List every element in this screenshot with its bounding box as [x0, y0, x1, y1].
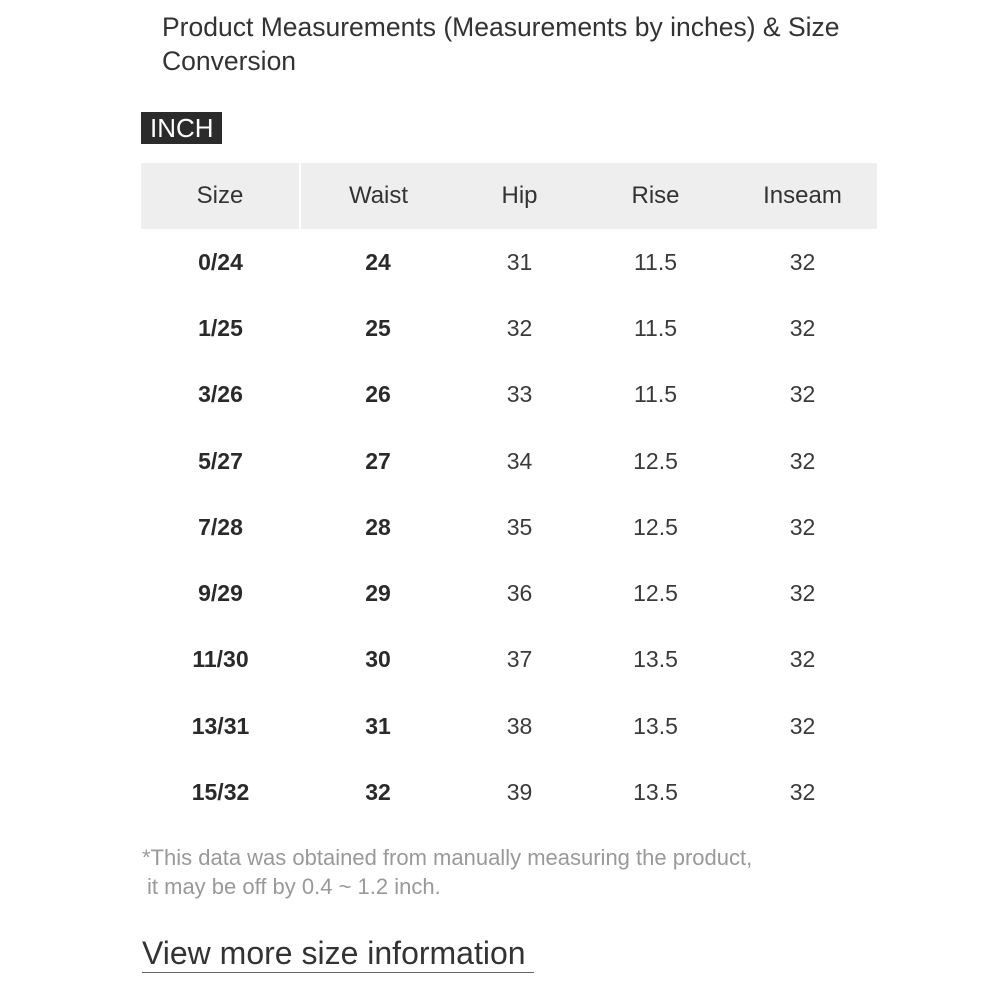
header-waist: Waist [300, 163, 456, 229]
cell-rise: 11.5 [633, 314, 678, 341]
table-row [141, 759, 877, 825]
cell-hip: 35 [506, 513, 533, 540]
page-title: Product Measurements (Measurements by inches) & Size Conversion [162, 12, 840, 76]
cell-rise: 12.5 [633, 513, 678, 540]
disclaimer-line-2: it may be off by 0.4 ~ 1.2 inch. [147, 874, 441, 899]
cell-hip: 32 [506, 314, 533, 341]
cell-waist: 27 [365, 447, 391, 474]
cell-rise: 13.5 [633, 646, 678, 673]
cell-hip: 33 [506, 381, 533, 408]
header-size: Size [141, 163, 300, 229]
disclaimer-line-1: *This data was obtained from manually measuring the product, [142, 845, 753, 870]
header-inseam: Inseam [728, 163, 877, 229]
cell-inseam: 32 [789, 513, 816, 540]
cell-size: 1/25 [198, 314, 243, 341]
cell-inseam: 32 [789, 779, 816, 806]
cell-waist: 25 [365, 314, 391, 341]
header-row [141, 163, 877, 229]
cell-rise: 11.5 [633, 248, 678, 275]
view-more-size-info-link[interactable]: View more size information [142, 934, 534, 973]
table-row [141, 229, 877, 295]
cell-size: 7/28 [198, 513, 243, 540]
cell-size: 15/32 [191, 779, 250, 806]
header-rise: Rise [583, 163, 728, 229]
cell-inseam: 32 [789, 447, 816, 474]
table-row [141, 560, 877, 626]
cell-waist: 31 [365, 712, 391, 739]
cell-inseam: 32 [789, 248, 816, 275]
cell-waist: 29 [365, 580, 391, 607]
table-header [141, 163, 877, 229]
size-table [141, 163, 877, 826]
unit-badge: INCH [141, 112, 222, 144]
cell-size: 3/26 [198, 381, 243, 408]
cell-size: 5/27 [198, 447, 243, 474]
cell-hip: 39 [506, 779, 533, 806]
cell-size: 9/29 [198, 580, 243, 607]
table-row [141, 362, 877, 428]
cell-size: 11/30 [192, 646, 249, 673]
cell-size: 13/31 [191, 712, 250, 739]
cell-inseam: 32 [789, 646, 816, 673]
table-row [141, 627, 877, 693]
cell-hip: 34 [506, 447, 533, 474]
table-row [141, 295, 877, 361]
cell-rise: 12.5 [633, 580, 678, 607]
cell-inseam: 32 [789, 712, 816, 739]
cell-size: 0/24 [198, 248, 243, 275]
table-body [141, 229, 877, 826]
table-row [141, 494, 877, 560]
cell-waist: 30 [365, 646, 391, 673]
cell-rise: 13.5 [633, 712, 678, 739]
cell-waist: 26 [365, 381, 391, 408]
table-row [141, 428, 877, 494]
cell-waist: 24 [365, 248, 391, 275]
cell-hip: 37 [506, 646, 533, 673]
measurement-disclaimer [142, 843, 882, 901]
cell-rise: 11.5 [633, 381, 678, 408]
cell-waist: 28 [365, 513, 391, 540]
cell-hip: 38 [506, 712, 533, 739]
cell-inseam: 32 [789, 580, 816, 607]
cell-inseam: 32 [789, 314, 816, 341]
cell-rise: 13.5 [633, 779, 678, 806]
cell-inseam: 32 [789, 381, 816, 408]
cell-rise: 12.5 [633, 447, 678, 474]
header-hip: Hip [456, 163, 583, 229]
cell-hip: 36 [506, 580, 533, 607]
cell-hip: 31 [506, 248, 533, 275]
cell-waist: 32 [365, 779, 391, 806]
table-row [141, 693, 877, 759]
